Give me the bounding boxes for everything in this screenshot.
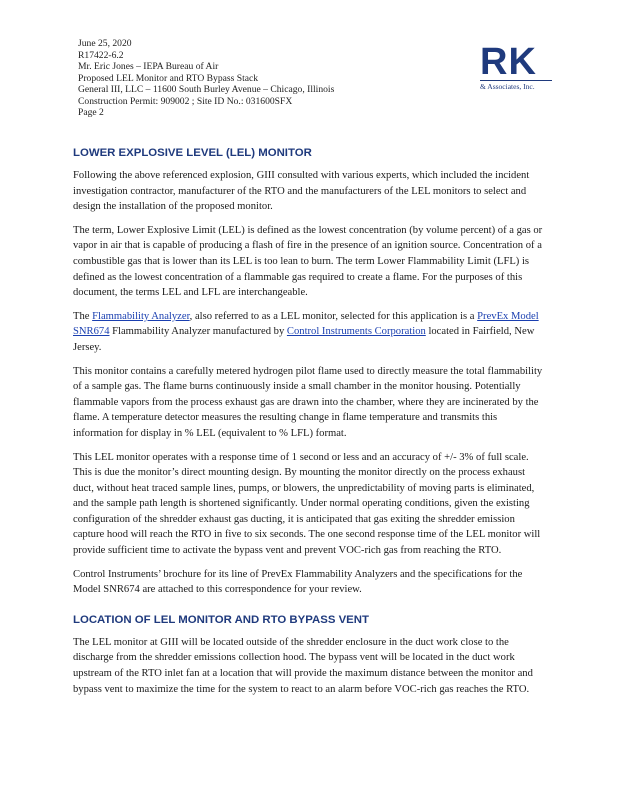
section-heading-lel-monitor: LOWER EXPLOSIVE LEVEL (LEL) MONITOR: [73, 147, 312, 159]
header-recipient: Mr. Eric Jones – IEPA Bureau of Air: [78, 61, 219, 72]
paragraph-analyzer-selection: [73, 309, 548, 356]
paragraph-response-time: This LEL monitor operates with a response time of 1 second or less and an accuracy of +/- 3% of full scale. This is due the monitor’s direct mounting design. By mounting the monitor directly on the process exhaust duct, without heat traced sample lines, pumps, or blowers, the unpredictability of moving parts is eliminated, and the sample path length is shortened significantly. Under normal operating conditions, given the existing configuration of the shredder exhaust gas ducting, it is anticipated that gas exiting the shredder emission capture hood will reach the RTO in five to six seconds. The one second response time of the LEL monitor will provide sufficient time to activate the bypass vent and prevent VOC-rich gas from reaching the RTO.: [73, 451, 541, 557]
analyzer-text-1: The: [73, 310, 93, 322]
paragraph-background: Following the above referenced explosion, GIII consulted with various experts, which included the incident investigation contractor, manufacturer of the RTO and the manufacturers of the LEL monitors to select and design the installation of the proposed monitor.: [73, 170, 530, 213]
paragraph-location: The LEL monitor at GIII will be located outside of the shredder enclosure in the duct work close to the discharge from the shredder emissions collection hood. The bypass vent will be located in the duct work upstream of the RTO inlet fan at a location that will provide the maximum distance between the monitor and bypass vent to maximize the time for the system to react to an alarm before VOC-rich gas reaches the RTO.: [73, 636, 533, 695]
header-date: June 25, 2020: [78, 38, 132, 49]
header-subject: Proposed LEL Monitor and RTO Bypass Stack: [78, 72, 259, 84]
analyzer-text-4: located in Fairfield, New Jersey.: [73, 326, 535, 353]
section-heading-location: LOCATION OF LEL MONITOR AND RTO BYPASS VENT: [73, 613, 369, 626]
letter-body: [73, 146, 548, 705]
header-facility: General III, LLC – 11600 South Burley Avenue – Chicago, Illinois: [78, 84, 335, 95]
logo-subtitle: & Associates, Inc.: [480, 80, 552, 91]
logo-mark: RK: [480, 41, 537, 83]
link-flammability-analyzer[interactable]: Flammability Analyzer: [92, 310, 190, 322]
paragraph-lel-definition: The term, Lower Explosive Limit (LEL) is defined as the lowest concentration (by volume percent) of a gas or vapor in air that is capable of producing a flash of fire in the presence of an ignition source. Concentration of a combustible gas that is lower than its LEL is too lean to burn. The term Lower Flammability Limit (LFL) is defined as the lowest concentration of a flammable gas required to create a flame. For the purposes of this document, the terms LEL and LFL are interchangeable.: [73, 224, 543, 299]
link-prevex-model[interactable]: PrevEx Model SNR674: [73, 310, 539, 338]
header-page-number: Page 2: [78, 107, 104, 118]
analyzer-text-3: Flammability Analyzer manufactured by: [109, 326, 287, 338]
paragraph-attachments: Control Instruments’ brochure for its line of PrevEx Flammability Analyzers and the specifications for the Model SNR674 are attached to this correspondence for your review.: [73, 568, 523, 596]
paragraph-monitor-operation: This monitor contains a carefully metered hydrogen pilot flame used to directly measure the total flammability of a sample gas. The flame burns continuously inside a small chamber in the monitor housing. Potentially flammable vapors from the process exhaust gas are drawn into the chamber, where they are incinerated by the flame. A temperature detector measures the resulting change in flame temperature and transmits this information for display in % LEL (equivalent to % LFL) format.: [73, 365, 543, 439]
analyzer-text-2: , also referred to as a LEL monitor, selected for this application is a: [189, 310, 478, 322]
header-permit: Construction Permit: 909002 ; Site ID No.: 031600SFX: [78, 95, 293, 107]
header-reference: R17422-6.2: [78, 49, 124, 61]
letter-header: [78, 38, 334, 119]
company-logo: [480, 41, 552, 94]
link-control-instruments[interactable]: Control Instruments Corporation: [286, 326, 426, 338]
